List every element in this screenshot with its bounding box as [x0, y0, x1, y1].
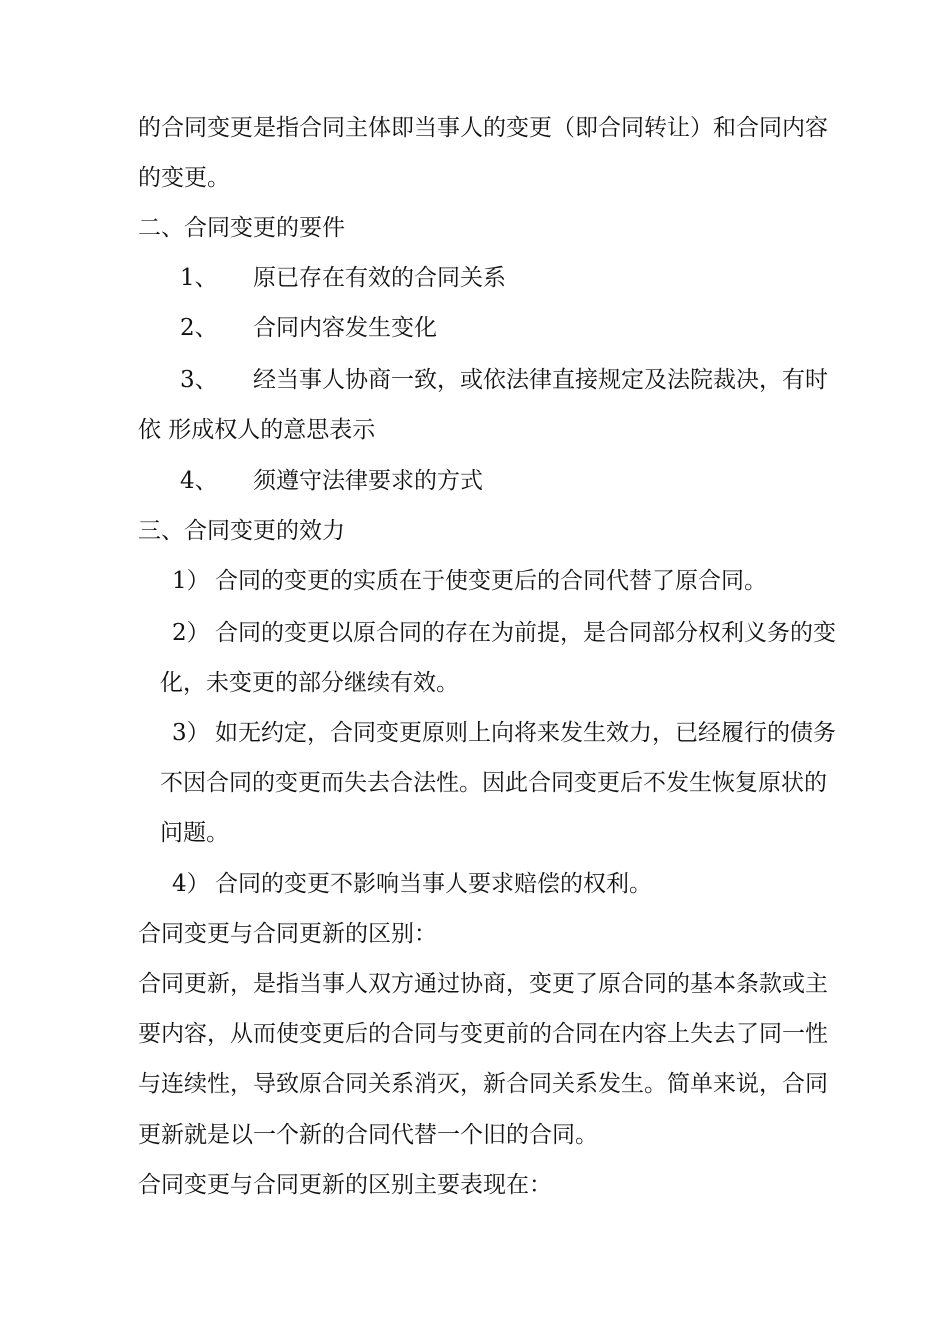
section-heading-requirements: 二、合同变更的要件 — [138, 215, 345, 241]
renewal-paragraph-line-1: 合同更新，是指当事人双方通过协商，变更了原合同的基本条款或主 — [138, 971, 828, 997]
renewal-paragraph-line-4: 更新就是以一个新的合同代替一个旧的合同。 — [138, 1122, 598, 1148]
requirement-4-text: 须遵守法律要求的方式 — [253, 468, 483, 494]
requirement-3-continuation: 依 形成权人的意思表示 — [138, 417, 376, 443]
section-heading-effects: 三、合同变更的效力 — [138, 518, 345, 544]
requirement-3-number: 3、 — [180, 367, 218, 393]
requirement-4-number: 4、 — [180, 468, 218, 494]
intro-line-1: 的合同变更是指合同主体即当事人的变更（即合同转让）和合同内容 — [138, 115, 828, 141]
requirement-1-number: 1、 — [180, 265, 218, 291]
effect-2-number: 2） — [172, 620, 210, 646]
effect-4-text: 合同的变更不影响当事人要求赔偿的权利。 — [215, 871, 652, 897]
intro-line-2: 的变更。 — [138, 165, 230, 191]
difference-main-line: 合同变更与合同更新的区别主要表现在： — [138, 1172, 552, 1198]
requirement-2-text: 合同内容发生变化 — [253, 315, 437, 341]
effect-3-continuation-1: 不因合同的变更而失去合法性。因此合同变更后不发生恢复原状的 — [160, 770, 827, 796]
effect-3-number: 3） — [172, 720, 210, 746]
effect-3-text: 如无约定，合同变更原则上向将来发生效力，已经履行的债务 — [215, 720, 836, 746]
effect-4-number: 4） — [172, 871, 210, 897]
difference-heading: 合同变更与合同更新的区别： — [138, 921, 437, 947]
requirement-2-number: 2、 — [180, 315, 218, 341]
effect-1-number: 1） — [172, 568, 210, 594]
requirement-3-text: 经当事人协商一致，或依法律直接规定及法院裁决，有时 — [253, 367, 828, 393]
effect-2-continuation: 化，未变更的部分继续有效。 — [160, 670, 459, 696]
effect-3-continuation-2: 问题。 — [160, 820, 229, 846]
renewal-paragraph-line-3: 与连续性，导致原合同关系消灭，新合同关系发生。简单来说，合同 — [138, 1071, 828, 1097]
effect-1-text: 合同的变更的实质在于使变更后的合同代替了原合同。 — [215, 568, 767, 594]
requirement-1-text: 原已存在有效的合同关系 — [253, 265, 506, 291]
renewal-paragraph-line-2: 要内容，从而使变更后的合同与变更前的合同在内容上失去了同一性 — [138, 1021, 828, 1047]
effect-2-text: 合同的变更以原合同的存在为前提，是合同部分权利义务的变 — [215, 620, 836, 646]
